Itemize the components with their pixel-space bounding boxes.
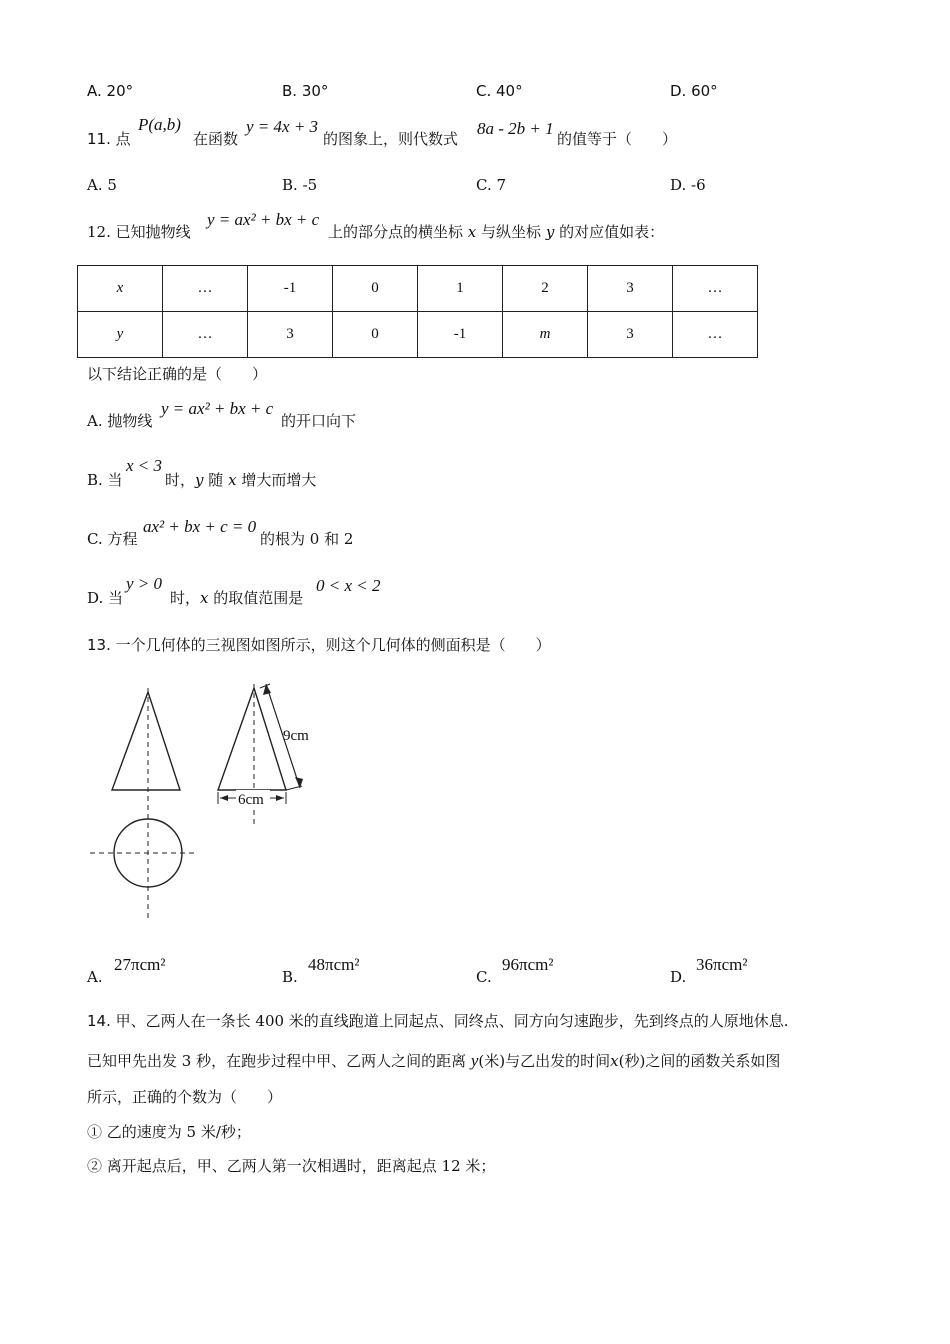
q13-option-c-label: C. xyxy=(476,968,492,986)
table-cell: … xyxy=(163,266,248,312)
table-cell: 1 xyxy=(418,266,503,312)
side-view xyxy=(218,684,309,825)
q14-number: 14. xyxy=(87,1012,111,1030)
table-cell: -1 xyxy=(418,312,503,358)
q11-option-a: A. 5 xyxy=(87,176,117,194)
q11-function: y = 4x + 3 xyxy=(246,117,319,136)
q14-item-1: ① 乙的速度为 5 米/秒； xyxy=(87,1123,251,1141)
q11-option-b: B. -5 xyxy=(282,176,318,194)
q12-text-3: 与纵坐标 xyxy=(481,223,542,241)
q13-text: 一个几何体的三视图如图所示，则这个几何体的侧面积是（ ） xyxy=(115,636,551,654)
three-view-diagram xyxy=(80,670,340,920)
base-dimension-label: 6cm xyxy=(238,792,264,808)
q13-option-b-label: B. xyxy=(282,968,298,986)
q12-option-b-var-x: x xyxy=(228,471,237,489)
table-cell: -1 xyxy=(248,266,333,312)
q12-option-a-label: A. 抛物线 xyxy=(87,412,153,430)
q14-var-y: y xyxy=(470,1051,479,1070)
q12-prompt: 以下结论正确的是（ ） xyxy=(87,365,268,383)
q12-var-x: x xyxy=(467,223,477,241)
q11-point: P(a,b) xyxy=(138,115,181,134)
q14-line-1 xyxy=(87,1011,789,1031)
q12-option-d-tail-1: 时， xyxy=(170,589,201,607)
q13-option-d-label: D. xyxy=(670,968,687,986)
q10-option-d: D. 60° xyxy=(670,82,718,100)
q12-option-b-label: B. 当 xyxy=(87,471,123,489)
q13-option-a-value: 27πcm² xyxy=(114,955,166,974)
table-cell: … xyxy=(673,312,758,358)
q12-option-d-range: 0 < x < 2 xyxy=(316,576,381,595)
q12-var-y: y xyxy=(545,223,555,241)
table-cell: 0 xyxy=(333,266,418,312)
q11-text-4: 的值等于（ ） xyxy=(557,130,678,148)
table-cell: m xyxy=(503,312,588,358)
q12-text-2a: 上的部分点的横坐标 xyxy=(328,223,464,241)
q14-line-1-text: 甲、乙两人在一条长 400 米的直线跑道上同起点、同终点、同方向匀速跑步，先到终点的人原地休息. xyxy=(115,1012,789,1030)
q10-option-a: A. 20° xyxy=(87,82,134,100)
table-cell: 0 xyxy=(333,312,418,358)
q11-option-d: D. -6 xyxy=(670,176,706,194)
q12-option-a-tail: 的开口向下 xyxy=(281,412,357,430)
table-cell: … xyxy=(163,312,248,358)
table-cell: … xyxy=(673,266,758,312)
q14-line-3: 所示，正确的个数为（ ） xyxy=(87,1088,283,1106)
q13-stem xyxy=(87,635,551,655)
table-cell: y xyxy=(78,312,163,358)
q12-number: 12. xyxy=(87,223,111,241)
table-cell: 3 xyxy=(248,312,333,358)
q12-option-d-label: D. 当 xyxy=(87,589,124,607)
q12-option-c-tail: 的根为 0 和 2 xyxy=(260,530,354,548)
q12-number-and-text xyxy=(87,222,191,242)
q11-stem xyxy=(87,129,131,149)
q14-line-2c: (秒)之间的函数关系如图 xyxy=(618,1052,781,1070)
q11-number: 11. xyxy=(87,130,111,148)
q10-option-c: C. 40° xyxy=(476,82,523,100)
q11-text-2: 在函数 xyxy=(193,130,239,148)
q13-number: 13. xyxy=(87,636,111,654)
q13-option-b-value: 48πcm² xyxy=(308,955,360,974)
q12-option-b-tail xyxy=(165,470,316,490)
front-view xyxy=(112,688,180,918)
q12-option-b-math: x < 3 xyxy=(126,456,163,475)
q11-option-c: C. 7 xyxy=(476,176,507,194)
q12-option-c-label: C. 方程 xyxy=(87,530,138,548)
q13-option-a-label: A. xyxy=(87,968,103,986)
q12-option-b-tail-3: 增大而增大 xyxy=(241,471,317,489)
q12-text-1: 已知抛物线 xyxy=(115,223,191,241)
q11-text-3: 的图象上，则代数式 xyxy=(323,130,459,148)
table-cell: x xyxy=(78,266,163,312)
q12-option-b-tail-2: 随 xyxy=(208,471,224,489)
q12-option-c-math: ax² + bx + c = 0 xyxy=(143,517,257,536)
q12-parabola: y = ax² + bx + c xyxy=(207,210,320,229)
q12-text-4: 的对应值如表： xyxy=(559,223,665,241)
q13-option-c-value: 96πcm² xyxy=(502,955,554,974)
q12-option-b-tail-1: 时， xyxy=(165,471,196,489)
q12-option-b-var-y: y xyxy=(195,471,204,489)
q12-option-d-tail xyxy=(170,588,303,608)
table-row-y xyxy=(78,312,758,358)
q11-expression: 8a - 2b + 1 xyxy=(477,119,554,138)
q14-line-2b: (米)与乙出发的时间 xyxy=(478,1052,611,1070)
q14-item-2: ② 离开起点后，甲、乙两人第一次相遇时，距离起点 12 米； xyxy=(87,1157,496,1175)
table-cell: 3 xyxy=(588,266,673,312)
q11-text-1: 点 xyxy=(115,130,131,148)
q14-line-2 xyxy=(87,1051,780,1071)
q13-option-d-value: 36πcm² xyxy=(696,955,748,974)
q12-option-d-tail-2: 的取值范围是 xyxy=(213,589,304,607)
q14-line-2a: 已知甲先出发 3 秒，在跑步过程中甲、乙两人之间的距离 xyxy=(87,1052,467,1070)
q12-option-a-math: y = ax² + bx + c xyxy=(161,399,274,418)
top-view xyxy=(90,819,198,887)
q14-var-x: x xyxy=(610,1052,619,1070)
q12-text-2 xyxy=(328,222,664,242)
q12-value-table xyxy=(77,265,758,358)
q10-option-b: B. 30° xyxy=(282,82,329,100)
table-row-x xyxy=(78,266,758,312)
q12-option-d-var-x: x xyxy=(200,589,209,607)
table-cell: 3 xyxy=(588,312,673,358)
table-cell: 2 xyxy=(503,266,588,312)
q12-option-d-math: y > 0 xyxy=(126,574,163,593)
slant-dimension-label: 9cm xyxy=(283,728,309,744)
